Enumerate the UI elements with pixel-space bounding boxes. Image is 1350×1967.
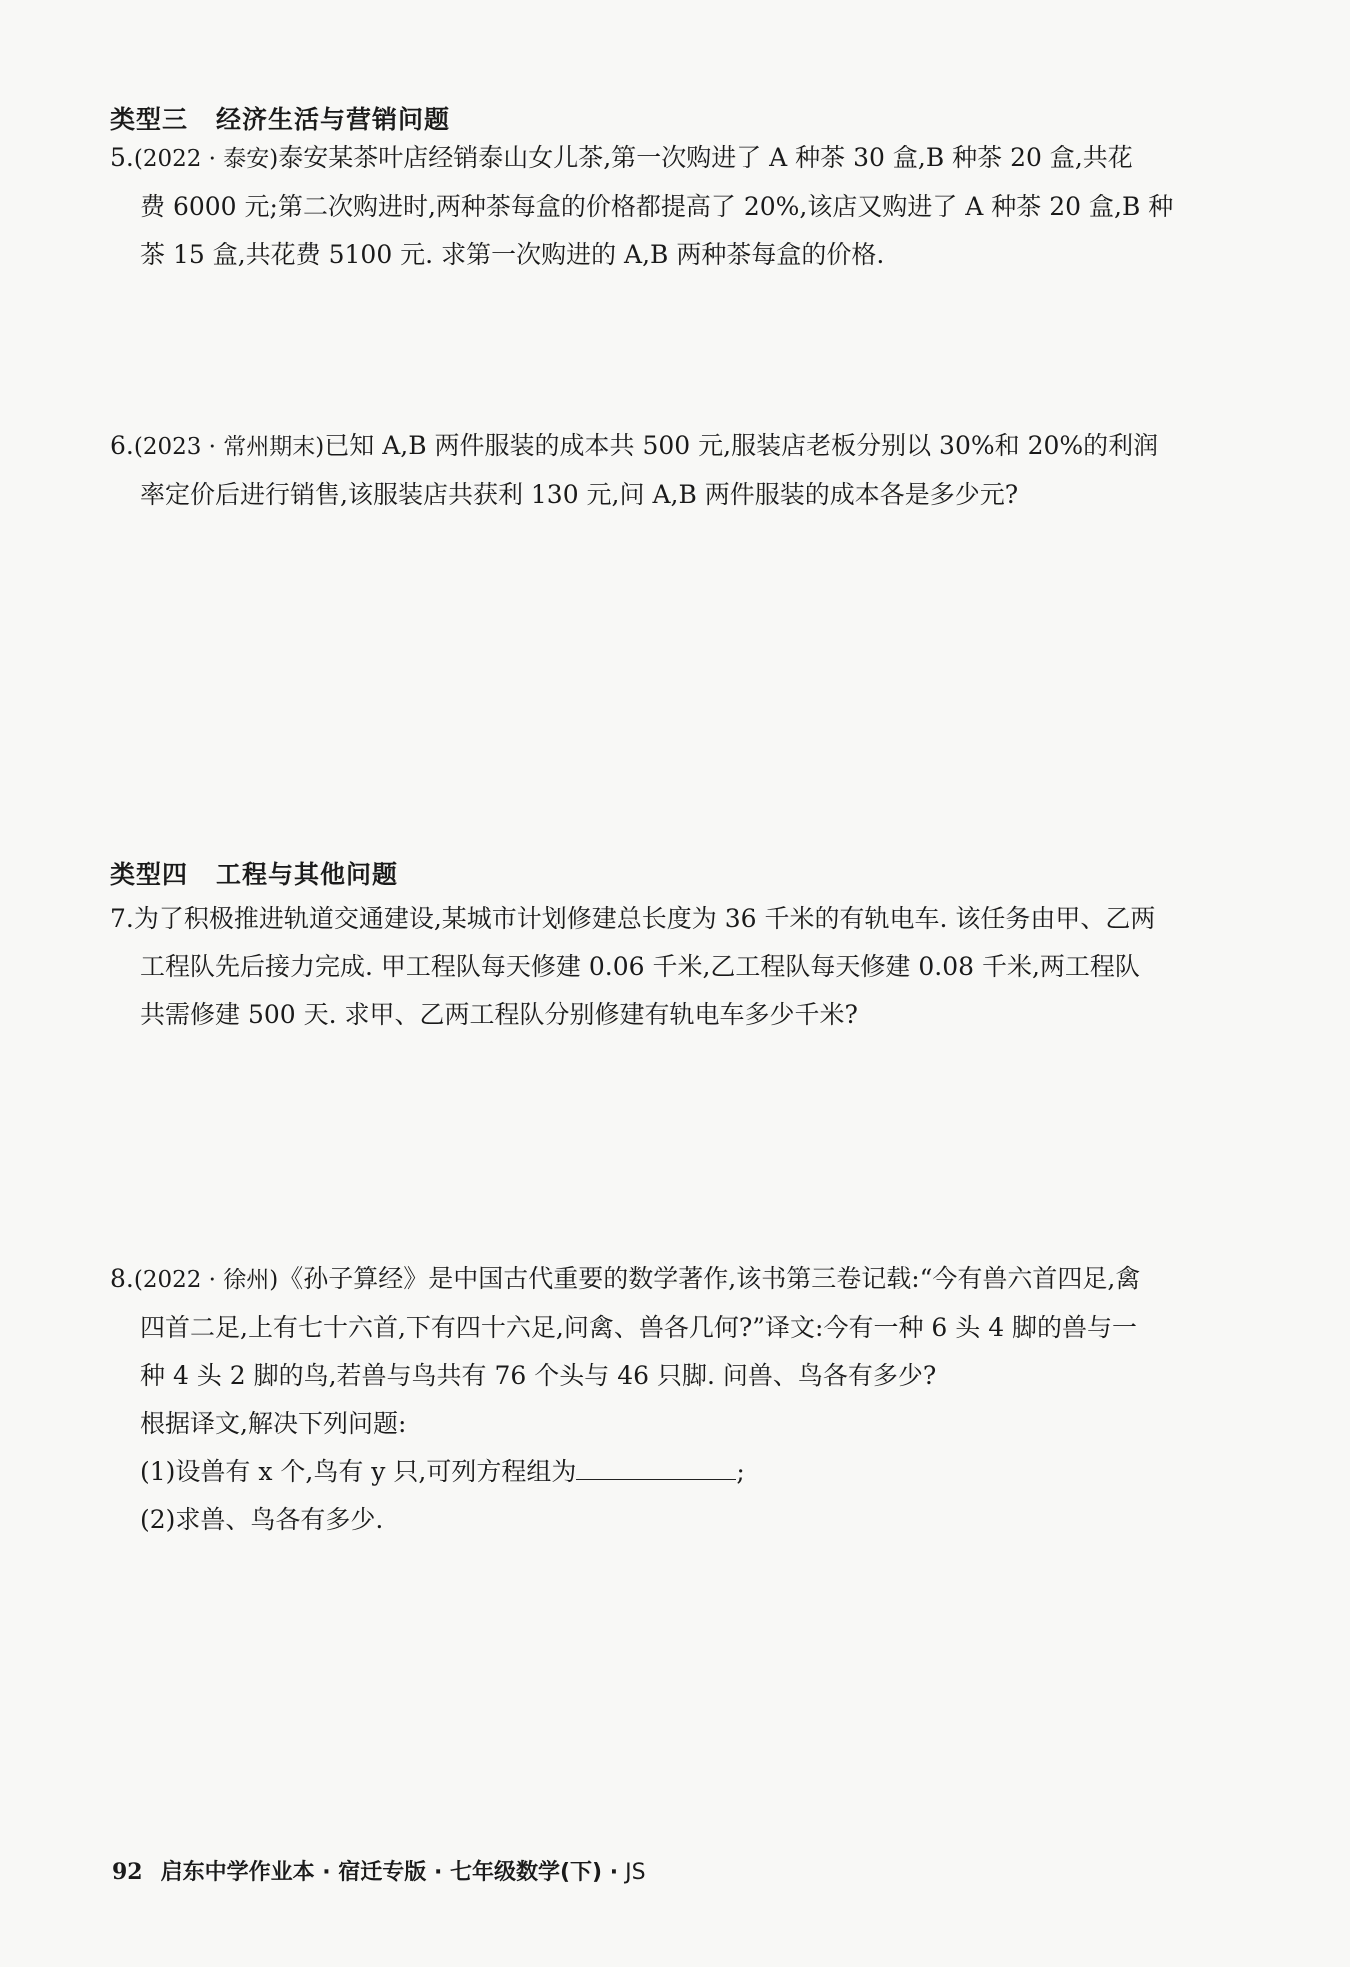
problem-number: 5. [110, 143, 134, 172]
answer-blank[interactable] [576, 1453, 736, 1480]
problem-8 [110, 1255, 1270, 1544]
problem-line: 率定价后进行销售,该服装店共获利 130 元,问 A,B 两件服装的成本各是多少元? [140, 480, 1019, 509]
problem-line [110, 1255, 1270, 1304]
sub-question-text: (1)设兽有 x 个,鸟有 y 只,可列方程组为 [140, 1457, 577, 1486]
section-heading-4 [110, 855, 398, 891]
problem-source: (2022 · 泰安) [133, 146, 279, 172]
page-number: 92 [112, 1859, 143, 1885]
sub-question-end: ; [736, 1457, 745, 1486]
section-label: 类型四 [110, 860, 189, 889]
section-heading-3 [110, 100, 450, 136]
problem-7 [110, 895, 1270, 1039]
problem-line [110, 134, 1270, 183]
problem-line: 四首二足,上有七十六首,下有四十六足,问禽、兽各几何?”译文:今有一种 6 头 4 脚的兽与一 [140, 1313, 1138, 1342]
book-series: 启东中学作业本 · 宿迁专版 · 七年级数学(下) · [160, 1860, 619, 1885]
problem-source: (2022 · 徐州) [133, 1267, 279, 1293]
problem-number: 7. [110, 904, 134, 933]
problem-number: 8. [110, 1264, 134, 1293]
problem-line [110, 895, 1270, 943]
problem-line: 共需修建 500 天. 求甲、乙两工程队分别修建有轨电车多少千米? [140, 1000, 858, 1029]
problem-5 [110, 134, 1270, 279]
problem-text: 为了积极推进轨道交通建设,某城市计划修建总长度为 36 千米的有轨电车. 该任务由甲、乙两 [133, 904, 1156, 933]
problem-line: 种 4 头 2 脚的鸟,若兽与鸟共有 76 个头与 46 只脚. 问兽、鸟各有多少? [140, 1361, 937, 1390]
problem-6 [110, 422, 1270, 519]
problem-line [110, 422, 1270, 471]
problem-source: (2023 · 常州期末) [133, 434, 325, 460]
problem-line: 茶 15 盒,共花费 5100 元. 求第一次购进的 A,B 两种茶每盒的价格. [140, 240, 885, 269]
problem-intro: 根据译文,解决下列问题: [140, 1409, 407, 1438]
problem-line: 工程队先后接力完成. 甲工程队每天修建 0.06 千米,乙工程队每天修建 0.08 千米,两工程队 [140, 952, 1140, 981]
problem-text: 泰安某茶叶店经销泰山女儿茶,第一次购进了 A 种茶 30 盒,B 种茶 20 盒,共花 [278, 143, 1133, 172]
problem-text: 已知 A,B 两件服装的成本共 500 元,服装店老板分别以 30%和 20%的利润 [324, 431, 1159, 460]
edition-tag: JS [618, 1860, 646, 1885]
page-footer [112, 1855, 646, 1886]
section-title: 工程与其他问题 [216, 860, 399, 889]
section-label: 类型三 [110, 105, 189, 134]
section-title: 经济生活与营销问题 [216, 105, 451, 134]
problem-number: 6. [110, 431, 134, 460]
sub-question-1 [110, 1448, 1270, 1496]
problem-line: 费 6000 元;第二次购进时,两种茶每盒的价格都提高了 20%,该店又购进了 A 种茶 20 盒,B 种 [140, 192, 1174, 221]
sub-question-2: (2)求兽、鸟各有多少. [140, 1505, 384, 1534]
problem-text: 《孙子算经》是中国古代重要的数学著作,该书第三卷记载:“今有兽六首四足,禽 [278, 1264, 1141, 1293]
